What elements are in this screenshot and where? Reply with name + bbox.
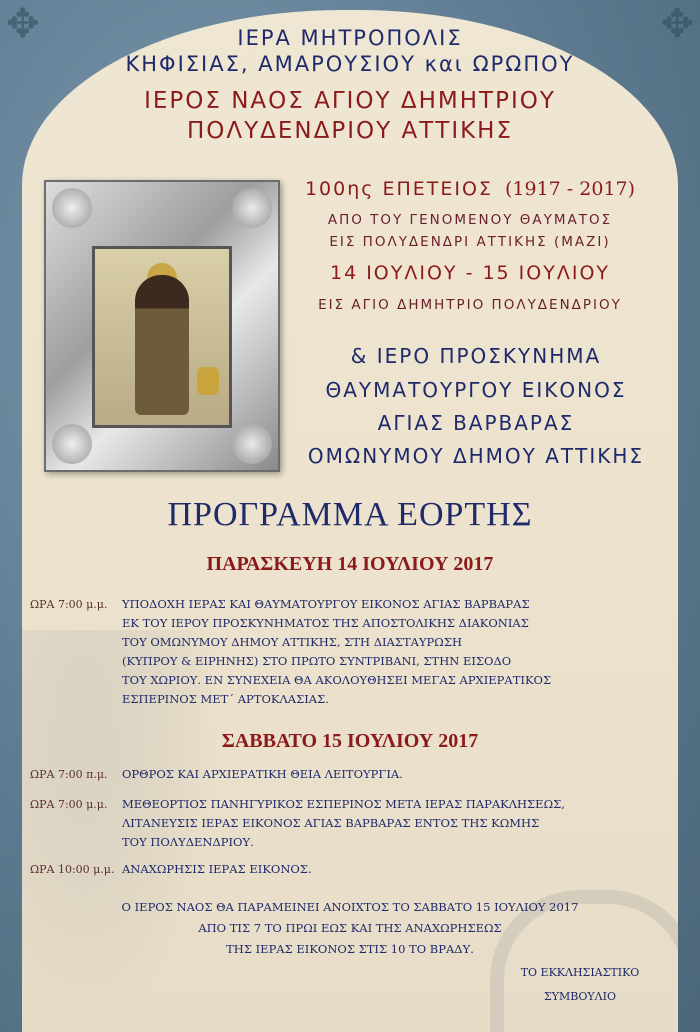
saint-barbara-icon-image bbox=[92, 246, 232, 428]
church-location: ΠΟΛΥΔΕΝΔΡΙΟΥ ΑΤΤΙΚΗΣ bbox=[186, 118, 514, 144]
day1-title: ΠΑΡΑΣΚΕΥΗ 14 ΙΟΥΛΙΟΥ 2017 bbox=[206, 553, 494, 575]
day1-event-line: (ΚΥΠΡΟΥ & ΕΙΡΗΝΗΣ) ΣΤΟ ΠΡΩΤΟ ΣΥΝΤΡΙΒΑΝΙ, ΣΤΗΝ ΕΙΣΟΔΟ bbox=[122, 654, 512, 668]
signature-line-2: ΣΥΜΒΟΥΛΙΟ bbox=[544, 990, 616, 1003]
shrine-line-3: ΑΓΙΑΣ ΒΑΡΒΑΡΑΣ bbox=[377, 411, 575, 435]
anniversary-years: (1917 - 2017) bbox=[505, 178, 636, 200]
corner-ornament-icon: ✥ bbox=[660, 1, 694, 47]
feast-dates: 14 ΙΟΥΛΙΟΥ - 15 ΙΟΥΛΙΟΥ bbox=[329, 262, 611, 284]
miracle-line-2: ΕΙΣ ΠΟΛΥΔΕΝΔΡΙ ΑΤΤΙΚΗΣ (ΜΑΖΙ) bbox=[329, 234, 611, 250]
day2-event-line: ΛΙΤΑΝΕΥΣΙΣ ΙΕΡΑΣ ΕΙΚΟΝΟΣ ΑΓΙΑΣ ΒΑΡΒΑΡΑΣ ΕΝΤΟΣ ΤΗΣ ΚΩΜΗΣ bbox=[122, 816, 540, 830]
day1-event-line: ΕΚ ΤΟΥ ΙΕΡΟΥ ΠΡΟΣΚΥΝΗΜΑΤΟΣ ΤΗΣ ΑΠΟΣΤΟΛΙΚΗΣ ΔΙΑΚΟΝΙΑΣ bbox=[122, 616, 529, 630]
saint-figure-icon bbox=[135, 275, 189, 415]
day2-event-time: ΩΡΑ 7:00 μ.μ. bbox=[30, 798, 108, 811]
day2-event-time: ΩΡΑ 7:00 π.μ. bbox=[30, 768, 108, 781]
day2-event-line: ΟΡΘΡΟΣ ΚΑΙ ΑΡΧΙΕΡΑΤΙΚΗ ΘΕΙΑ ΛΕΙΤΟΥΡΓΙΑ. bbox=[122, 767, 403, 781]
anniversary-heading bbox=[300, 178, 640, 200]
day2-event-line: ΑΝΑΧΩΡΗΣΙΣ ΙΕΡΑΣ ΕΙΚΟΝΟΣ. bbox=[122, 862, 312, 876]
day1-event-line: ΕΣΠΕΡΙΝΟΣ ΜΕΤ΄ ΑΡΤΟΚΛΑΣΙΑΣ. bbox=[122, 692, 329, 706]
notice-line-1: Ο ΙΕΡΟΣ ΝΑΟΣ ΘΑ ΠΑΡΑΜΕΙΝΕΙ ΑΝΟΙΧΤΟΣ ΤΟ ΣΑΒΒΑΤΟ 15 ΙΟΥΛΙΟΥ 2017 bbox=[121, 900, 579, 914]
corner-ornament-icon bbox=[232, 424, 272, 464]
day2-event-line: ΜΕΘΕΟΡΤΙΟΣ ΠΑΝΗΓΥΡΙΚΟΣ ΕΣΠΕΡΙΝΟΣ ΜΕΤΑ ΙΕΡΑΣ ΠΑΡΑΚΛΗΣΕΩΣ, bbox=[122, 797, 565, 811]
day1-event-line: ΤΟΥ ΟΜΩΝΥΜΟΥ ΔΗΜΟΥ ΑΤΤΙΚΗΣ, ΣΤΗ ΔΙΑΣΤΑΥΡΩΣΗ bbox=[122, 635, 462, 649]
ornate-silver-icon-frame bbox=[44, 180, 280, 472]
day1-event-line: ΥΠΟΔΟΧΗ ΙΕΡΑΣ ΚΑΙ ΘΑΥΜΑΤΟΥΡΓΟΥ ΕΙΚΟΝΟΣ ΑΓΙΑΣ ΒΑΡΒΑΡΑΣ bbox=[122, 597, 530, 611]
shrine-line-4: ΟΜΩΝΥΜΟΥ ΔΗΜΟΥ ΑΤΤΙΚΗΣ bbox=[307, 444, 645, 468]
miracle-line-1: ΑΠΟ ΤΟΥ ΓΕΝΟΜΕΝΟΥ ΘΑΥΜΑΤΟΣ bbox=[327, 212, 613, 228]
corner-ornament-icon bbox=[232, 188, 272, 228]
metropolis-subtitle: ΚΗΦΙΣΙΑΣ, ΑΜΑΡΟΥΣΙΟΥ και ΩΡΩΠΟΥ bbox=[125, 52, 575, 76]
church-title: ΙΕΡΟΣ ΝΑΟΣ ΑΓΙΟΥ ΔΗΜΗΤΡΙΟΥ bbox=[144, 88, 556, 114]
anniversary-title: 100ης ΕΠΕΤΕΙΟΣ bbox=[304, 178, 493, 200]
corner-ornament-icon: ✥ bbox=[6, 1, 40, 47]
day2-event-line: ΤΟΥ ΠΟΛΥΔΕΝΔΡΙΟΥ. bbox=[122, 835, 254, 849]
metropolis-title: ΙΕΡΑ ΜΗΤΡΟΠΟΛΙΣ bbox=[237, 26, 463, 50]
shrine-line-2: ΘΑΥΜΑΤΟΥΡΓΟΥ ΕΙΚΟΝΟΣ bbox=[325, 378, 627, 402]
day2-event-time: ΩΡΑ 10:00 μ.μ. bbox=[30, 863, 115, 876]
notice-line-2: ΑΠΟ ΤΙΣ 7 ΤΟ ΠΡΩΙ ΕΩΣ ΚΑΙ ΤΗΣ ΑΝΑΧΩΡΗΣΕΩΣ bbox=[198, 921, 502, 935]
day2-title: ΣΑΒΒΑΤΟ 15 ΙΟΥΛΙΟΥ 2017 bbox=[221, 730, 479, 752]
shrine-line-1: & ΙΕΡΟ ΠΡΟΣΚΥΝΗΜΑ bbox=[350, 344, 602, 368]
corner-ornament-icon bbox=[52, 424, 92, 464]
votive-plaque-icon bbox=[197, 367, 219, 395]
feast-place: ΕΙΣ ΑΓΙΟ ΔΗΜΗΤΡΙΟ ΠΟΛΥΔΕΝΔΡΙΟΥ bbox=[318, 297, 622, 313]
program-title: ΠΡΟΓΡΑΜΜΑ ΕΟΡΤΗΣ bbox=[167, 496, 533, 533]
day1-event-time: ΩΡΑ 7:00 μ.μ. bbox=[30, 598, 108, 611]
corner-ornament-icon bbox=[52, 188, 92, 228]
notice-line-3: ΤΗΣ ΙΕΡΑΣ ΕΙΚΟΝΟΣ ΣΤΙΣ 10 ΤΟ ΒΡΑΔΥ. bbox=[226, 942, 474, 956]
day1-event-line: ΤΟΥ ΧΩΡΙΟΥ. ΕΝ ΣΥΝΕΧΕΙΑ ΘΑ ΑΚΟΛΟΥΘΗΣΕΙ ΜΕΓΑΣ ΑΡΧΙΕΡΑΤΙΚΟΣ bbox=[122, 673, 552, 687]
signature-line-1: ΤΟ ΕΚΚΛΗΣΙΑΣΤΙΚΟ bbox=[520, 966, 640, 979]
